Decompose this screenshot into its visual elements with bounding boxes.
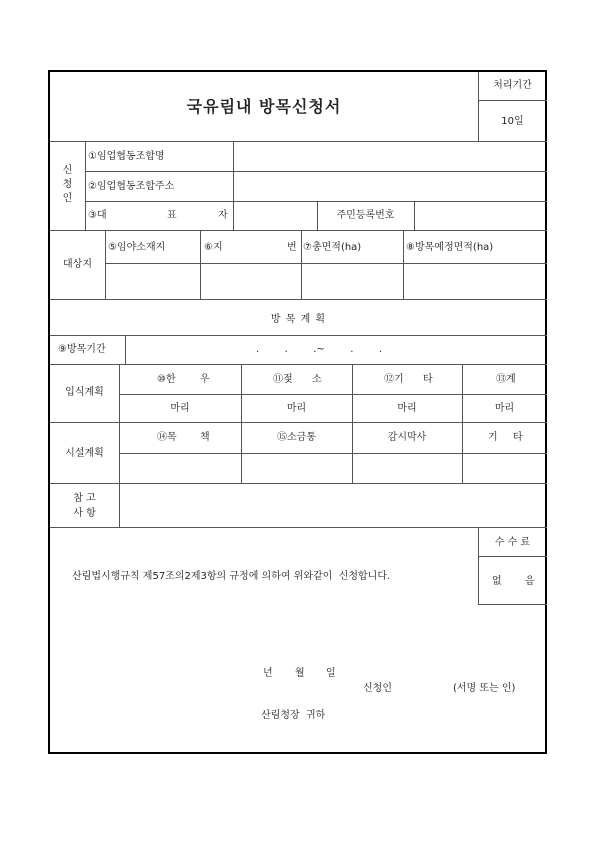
grazing-plan-heading: 방 목 계 획 [270, 314, 327, 325]
total-area-label: ⑦총면적(ha) [303, 242, 362, 253]
rule [233, 141, 234, 230]
watch-hut-label: 감시막사 [387, 432, 427, 443]
stock-total-label: ⑬계 [496, 374, 516, 385]
grazing-period-value: . . .~ . . [256, 344, 382, 355]
rule [403, 230, 404, 299]
pasture-fence-label-a: ⑭목 [157, 432, 177, 443]
dairy-cow-label-b: 소 [312, 374, 322, 385]
hanwoo-label-a: ⑩한 [157, 374, 176, 385]
rule [50, 141, 547, 142]
unit-head: 마리 [397, 403, 417, 414]
rule [119, 453, 547, 454]
salt-trough-label: ⑮소금통 [277, 432, 316, 443]
applicant-signature-label: 신청인 [363, 683, 392, 694]
facility-plan-label: 시설계획 [65, 448, 104, 459]
coop-address-label: ②임업협동조합주소 [88, 181, 175, 192]
stock-plan-label: 입식계획 [65, 387, 104, 398]
notes-label-2: 사 항 [73, 508, 96, 519]
planned-area-label: ⑧방목예정면적(ha) [406, 242, 494, 253]
other-facility-label-b: 타 [513, 432, 523, 443]
rule [50, 364, 547, 365]
rule [50, 230, 547, 231]
other-stock-label-a: ⑫기 [384, 374, 404, 385]
rule [50, 299, 547, 300]
form-title: 국유림내 방목신청서 [186, 97, 342, 116]
applicant-label-3: 인 [62, 193, 73, 204]
representative-label-a: ③대 [88, 210, 107, 221]
rule [241, 364, 242, 483]
addressee: 산림청장 귀하 [261, 710, 326, 721]
hanwoo-label-b: 우 [200, 374, 210, 385]
unit-head: 마리 [494, 403, 515, 414]
rule [85, 141, 86, 230]
rule [125, 335, 126, 364]
applicant-label-2: 청 [62, 179, 73, 190]
unit-head: 마리 [286, 403, 307, 414]
date-year: 년 [263, 668, 273, 679]
resident-number-label: 주민등록번호 [336, 210, 395, 221]
rule [478, 604, 547, 605]
grazing-period-label: ⑨방목기간 [58, 344, 106, 355]
fee-label: 수 수 료 [494, 537, 531, 548]
notes-label-1: 참 고 [73, 493, 96, 504]
fee-value-a: 없 [492, 576, 502, 587]
rule [478, 556, 547, 557]
application-statement: 산림법시행규칙 제57조의2제3항의 규정에 의하여 위와같이 신청합니다. [72, 571, 391, 582]
rule [50, 422, 547, 423]
other-facility-label-a: 기 [488, 432, 498, 443]
rule [462, 364, 463, 483]
forest-location-label: ⑤임야소재지 [108, 242, 166, 253]
pasture-fence-label-b: 책 [200, 432, 210, 443]
processing-label: 처리기간 [493, 80, 532, 91]
rule [85, 171, 547, 172]
rule [105, 230, 106, 299]
rule [414, 201, 415, 230]
lot-number-label-a: ⑥지 [204, 242, 223, 253]
lot-number-label-b: 번 [287, 242, 297, 253]
rule [478, 100, 547, 101]
dairy-cow-label-a: ⑪젖 [273, 374, 293, 385]
application-form [48, 70, 547, 754]
date-month: 월 [295, 668, 305, 679]
representative-label-b: 표 [167, 210, 177, 221]
rule [200, 230, 201, 299]
rule [119, 394, 547, 395]
rule [50, 527, 547, 528]
other-stock-label-b: 타 [423, 374, 433, 385]
rule [119, 364, 120, 527]
target-site-label: 대상지 [63, 259, 92, 270]
rule [105, 263, 547, 264]
rule [352, 364, 353, 483]
representative-label-c: 자 [218, 210, 228, 221]
rule [85, 201, 547, 202]
applicant-label-1: 신 [62, 165, 73, 176]
date-day: 일 [326, 668, 336, 679]
fee-value-b: 음 [525, 576, 535, 587]
coop-name-label: ①임업협동조합명 [88, 151, 165, 162]
rule [50, 483, 547, 484]
signature-hint: (서명 또는 인) [453, 683, 516, 694]
processing-value: 10일 [501, 116, 524, 127]
unit-head: 마리 [170, 403, 190, 414]
rule [301, 230, 302, 299]
